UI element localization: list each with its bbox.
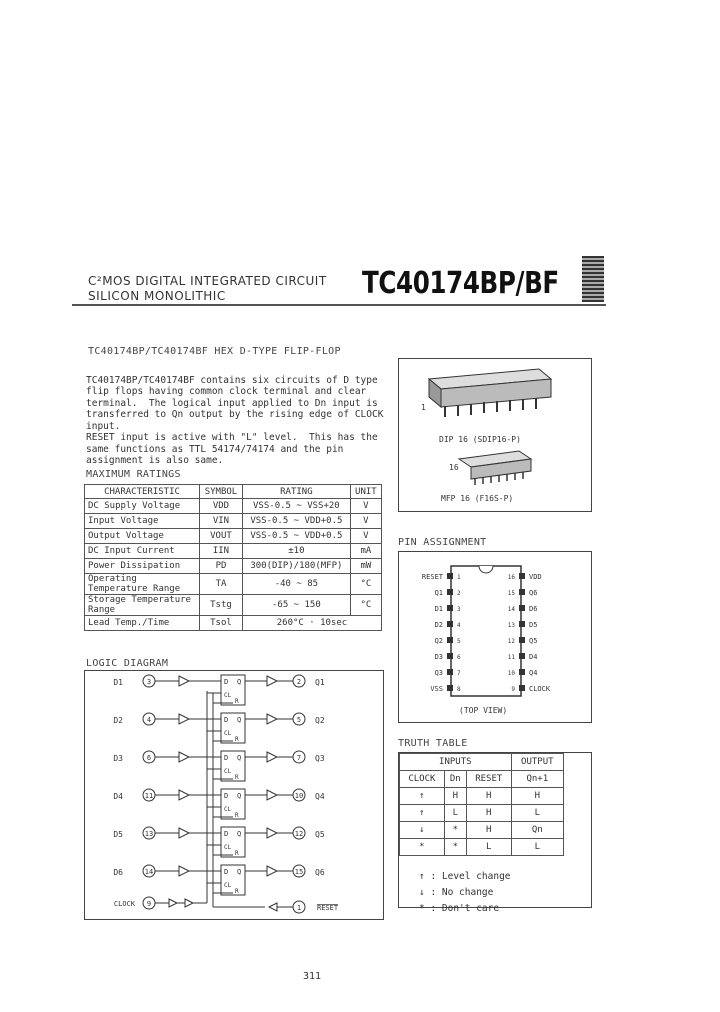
ff-q-label: Q [237,868,242,876]
pin-right-name: CLOCK [529,685,551,693]
input-pin-number: 14 [144,868,154,876]
truth-col-header: Dn [444,771,466,788]
inputs-header: INPUTS [400,754,512,771]
ratings-col-header: RATING [242,485,350,499]
cell: mA [350,544,381,559]
truth-col-header: RESET [466,771,511,788]
truth-table-title: TRUTH TABLE [398,738,468,749]
ff-reset-label: R [235,774,239,781]
pin-left-name: Q1 [434,589,443,597]
cell: Output Voltage [85,529,200,544]
pin-right-number: 12 [507,638,515,645]
output-label: Q5 [315,830,325,839]
ff-q-label: Q [237,716,242,724]
pin-stub [447,573,453,579]
cell: -65 ~ 150 [242,595,350,616]
desc-line: input. [86,420,121,432]
table-row [85,574,382,595]
output-label: Q2 [315,716,325,725]
pin-right-name: D4 [529,653,538,661]
table-row [400,805,564,822]
pin-stub [447,605,453,611]
pin-right-name: VDD [529,573,542,581]
cell: ↑ [400,805,445,822]
dip-package-icon [429,369,551,417]
ff-reset-label: R [235,888,239,895]
output-label: Q1 [315,678,325,687]
buffer-icon [179,752,189,762]
pin-left-name: D1 [434,605,443,613]
cell: L [511,805,563,822]
ff-d-label: D [224,792,229,800]
buffer-icon [267,752,277,762]
ff-clock-label: CL [224,844,232,851]
pin-stub [447,621,453,627]
table-row [400,822,564,839]
desc-line: transferred to Qn output by the rising edge of CLOCK [86,409,384,420]
ff-reset-label: R [235,698,239,705]
mfp-pin16-label: 16 [449,463,459,472]
cell: Lead Temp./Time [85,616,200,631]
cell: DC Supply Voltage [85,499,200,514]
ff-clock-label: CL [224,730,232,737]
pin-left-number: 4 [457,622,461,629]
pin-right-number: 16 [507,574,515,581]
clock-pin-number: 9 [146,900,152,908]
table-row [85,616,382,631]
cell: H [466,788,511,805]
cell: * [400,839,445,856]
cell: VSS-0.5 ~ VSS+20 [242,499,350,514]
desc-line: TC40174BP/TC40174BF contains six circuits of D type [86,374,378,386]
buffer-icon [179,676,189,686]
cell: H [511,788,563,805]
pin-stub [447,653,453,659]
reset-label: RESET [317,904,339,912]
ff-q-label: Q [237,754,242,762]
buffer-icon [267,790,277,800]
cell: 300(DIP)/180(MFP) [242,559,350,574]
output-label: Q4 [315,792,325,801]
pin-stub [519,685,525,691]
ratings-col-header: UNIT [350,485,381,499]
legend-item: ↓ : No change [419,887,494,898]
clock-label: CLOCK [113,900,135,908]
pin-left-number: 1 [457,574,461,581]
truth-group-row [400,754,564,771]
header-line1: C²MOS DIGITAL INTEGRATED CIRCUIT [88,274,327,288]
cell: IIN [200,544,243,559]
cell: VSS-0.5 ~ VDD+0.5 [242,514,350,529]
cell: H [466,805,511,822]
output-label: Q3 [315,754,325,763]
cell: mW [350,559,381,574]
cell: VDD [200,499,243,514]
truth-col-header: Qn+1 [511,771,563,788]
pin-stub [519,589,525,595]
logic-diagram-box [84,670,384,920]
cell: L [511,839,563,856]
ff-d-label: D [224,716,229,724]
desc-line: same functions as TTL 54174/74174 and the pin [86,443,344,455]
input-pin-number: 11 [144,792,154,800]
output-header: OUTPUT [511,754,563,771]
ratings-title: MAXIMUM RATINGS [86,469,181,480]
pin-right-number: 10 [507,670,515,677]
legend-item: * : Don't care [419,903,500,914]
table-row [85,559,382,574]
pin-right-number: 13 [507,622,515,629]
output-pin-number: 12 [294,830,304,838]
cell: -40 ~ 85 [242,574,350,595]
pin-right-name: Q4 [529,669,538,677]
ff-d-label: D [224,830,229,838]
ff-reset-label: R [235,736,239,743]
cell: H [466,822,511,839]
pin-assignment-title: PIN ASSIGNMENT [398,537,487,548]
buffer-icon [179,714,189,724]
pin-stub [519,669,525,675]
pin-stub [447,637,453,643]
package-box [398,358,592,512]
truth-legend [419,853,511,949]
table-row [85,514,382,529]
pin-right-name: D6 [529,605,538,613]
pin-stub [519,605,525,611]
table-row [85,499,382,514]
header-line2: SILICON MONOLITHIC [88,289,226,303]
buffer-icon [179,828,189,838]
output-pin-number: 7 [296,754,302,762]
cell: VIN [200,514,243,529]
pin-stub [519,573,525,579]
input-label: D4 [113,792,123,801]
ratings-header-row [85,485,382,499]
pin-assignment-box [398,551,592,723]
cell: V [350,529,381,544]
input-label: D2 [113,716,123,725]
reset-pin-number: 1 [296,904,302,912]
page-number: 311 [303,971,322,982]
cell: Power Dissipation [85,559,200,574]
pin-left-number: 8 [457,686,461,693]
ff-d-label: D [224,754,229,762]
output-pin-number: 10 [294,792,304,800]
cell: 260°C · 10sec [242,616,381,631]
table-row [85,544,382,559]
cell: VSS-0.5 ~ VDD+0.5 [242,529,350,544]
pin-left-name: D2 [434,621,443,629]
buffer-icon [169,899,177,907]
pin-left-number: 6 [457,654,461,661]
pin-stub [447,589,453,595]
input-label: D1 [113,678,123,687]
pin-right-number: 11 [507,654,515,661]
cell: DC Input Current [85,544,200,559]
ff-d-label: D [224,868,229,876]
ff-q-label: Q [237,792,242,800]
ff-clock-label: CL [224,882,232,889]
desc-line: assignment is also same. [86,455,224,466]
pin-left-name: VSS [430,685,443,693]
input-pin-number: 3 [146,678,152,686]
table-row [400,788,564,805]
pin-left-number: 2 [457,590,461,597]
legend-item: ↑ : Level change [419,871,511,882]
part-number-title: TC40174BP/BF [362,266,559,301]
truth-header-row [400,771,564,788]
cell: Operating Temperature Range [85,574,200,595]
dip-package-label: DIP 16 (SDIP16-P) [439,435,521,444]
cell: ↑ [400,788,445,805]
ratings-col-header: CHARACTERISTIC [85,485,200,499]
buffer-icon [185,899,193,907]
pin-stub [519,653,525,659]
pin-right-number: 15 [507,590,515,597]
cell: °C [350,574,381,595]
input-label: D5 [113,830,123,839]
logic-diagram [85,671,383,919]
cell: °C [350,595,381,616]
pin-left-number: 7 [457,670,461,677]
cell: Qn [511,822,563,839]
input-label: D3 [113,754,123,763]
buffer-icon [267,676,277,686]
pin-stub [447,669,453,675]
table-row [85,529,382,544]
ratings-col-header: SYMBOL [200,485,243,499]
cell: * [444,822,466,839]
cell: Tsol [200,616,243,631]
desc-line: RESET input is active with "L" level. This has the [86,432,378,443]
truth-table-box [398,752,592,914]
dip-pin1-label: 1 [421,403,426,412]
mfp-package-icon [459,451,531,485]
input-pin-number: 13 [144,830,154,838]
truth-col-header: CLOCK [400,771,445,788]
description-body [86,363,383,478]
input-pin-number: 6 [146,754,152,762]
ff-clock-label: CL [224,806,232,813]
input-pin-number: 4 [146,716,152,724]
cell: PD [200,559,243,574]
inverter-icon [269,903,277,911]
pin-stub [447,685,453,691]
cell: ↓ [400,822,445,839]
header-rule [72,304,606,306]
pin-right-name: Q5 [529,637,538,645]
pin-left-number: 5 [457,638,461,645]
cell: L [444,805,466,822]
cell: Storage Temperature Range [85,595,200,616]
truth-table [399,753,564,856]
ff-reset-label: R [235,850,239,857]
pin-left-name: Q3 [434,669,443,677]
buffer-icon [179,866,189,876]
buffer-icon [179,790,189,800]
tab-marker [582,256,604,302]
output-pin-number: 5 [296,716,302,724]
cell: Input Voltage [85,514,200,529]
ff-clock-label: CL [224,692,232,699]
cell: Tstg [200,595,243,616]
pin-right-number: 9 [511,686,515,693]
pin-stub [519,637,525,643]
table-row [85,595,382,616]
output-pin-number: 2 [296,678,302,686]
cell: * [444,839,466,856]
cell: H [444,788,466,805]
cell: V [350,499,381,514]
input-label: D6 [113,868,123,877]
pin-right-number: 14 [507,606,515,613]
cell: V [350,514,381,529]
buffer-icon [267,714,277,724]
output-pin-number: 15 [294,868,304,876]
buffer-icon [267,866,277,876]
ff-clock-label: CL [224,768,232,775]
cell: L [466,839,511,856]
pin-diagram [399,552,591,722]
mfp-package-label: MFP 16 (F16S-P) [441,494,514,503]
pin-right-name: Q6 [529,589,538,597]
desc-line: flip flops having common clock terminal and clear [86,386,367,397]
pin-left-number: 3 [457,606,461,613]
output-label: Q6 [315,868,325,877]
ff-q-label: Q [237,830,242,838]
ratings-table [84,484,382,631]
description-heading: TC40174BP/TC40174BF HEX D-TYPE FLIP-FLOP [88,346,341,357]
buffer-icon [267,828,277,838]
logic-title: LOGIC DIAGRAM [86,658,169,669]
top-view-label: (TOP VIEW) [459,706,508,715]
cell: VOUT [200,529,243,544]
pin-stub [519,621,525,627]
ff-reset-label: R [235,812,239,819]
pin-left-name: RESET [421,573,443,581]
pin-left-name: D3 [434,653,443,661]
ff-q-label: Q [237,678,242,686]
cell: TA [200,574,243,595]
pin-right-name: D5 [529,621,538,629]
pin-left-name: Q2 [434,637,443,645]
desc-line: terminal. The logical input applied to Dn input is [86,397,378,409]
cell: ±10 [242,544,350,559]
ff-d-label: D [224,678,229,686]
